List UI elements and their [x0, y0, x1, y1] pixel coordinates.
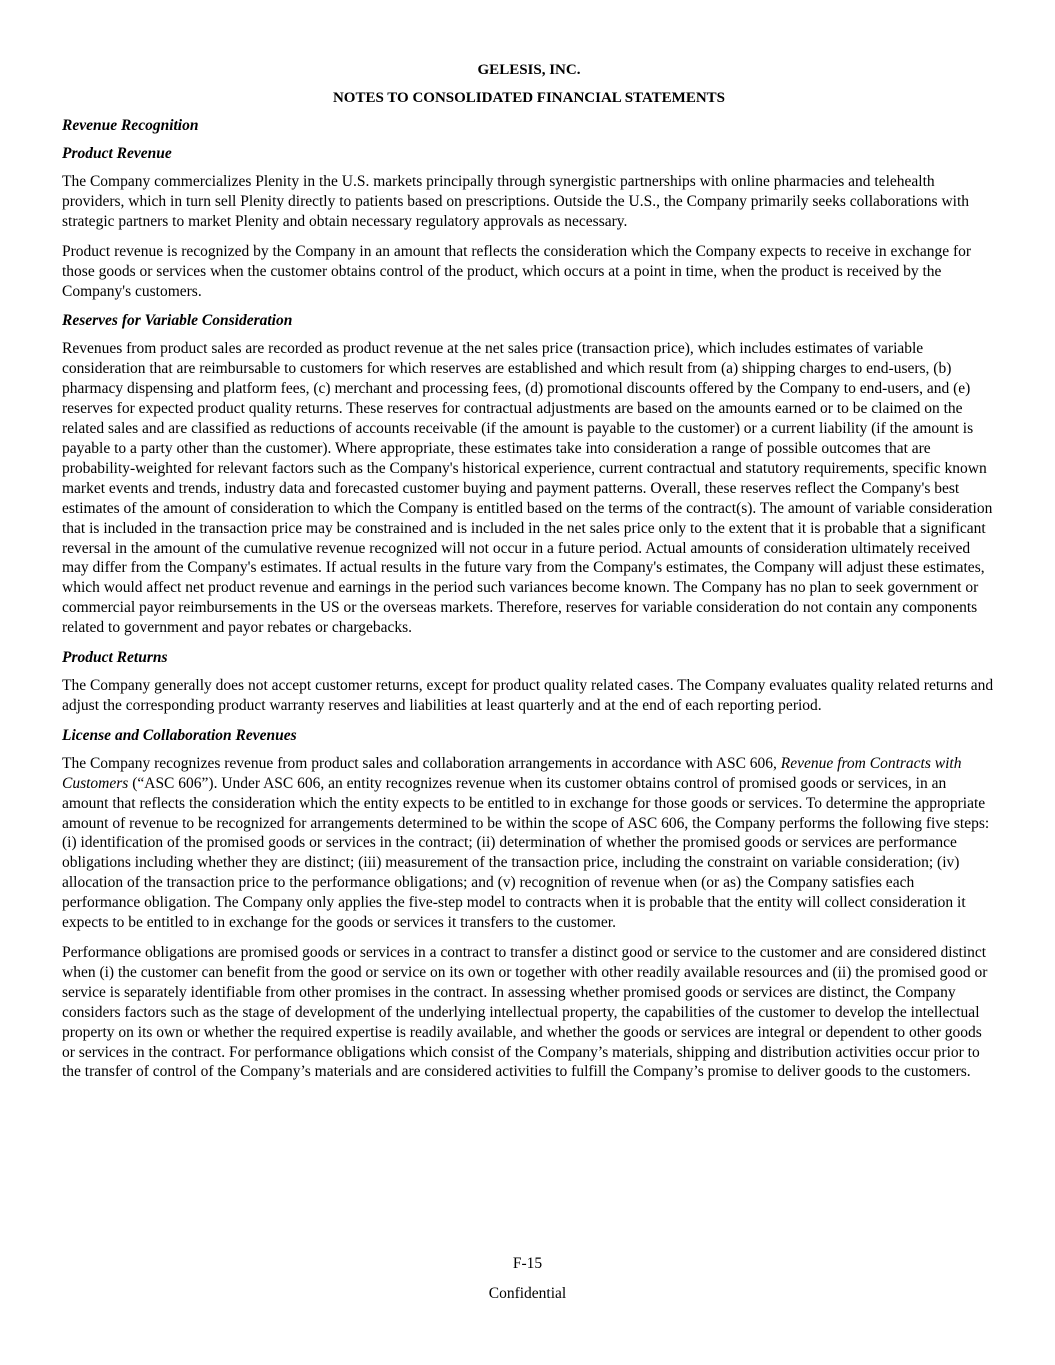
page-title: NOTES TO CONSOLIDATED FINANCIAL STATEMENTS — [332, 90, 726, 106]
paragraph-reserves: Revenues from product sales are recorded as product revenue at the net sales price (transaction price), which includes estimates of variable consideration that are reimbursable to customers for which reserves are established and which result from (a) shipping charges to end-users, (b) pharmacy dispensing and platform fees, (c) merchant and processing fees, (d) promotional discounts offered by the Company to end-users, and (e) reserves for expected product quality returns. These reserves for contractual adjustments are based on the amounts earned or to be claimed on the related sales and are classified as reductions of accounts receivable (if the amount is payable to the customer) or a current liability (if the amount is payable to a party other than the customer). Where appropriate, these estimates take into consideration a range of possible outcomes that are probability-weighted for relevant factors such as the Company's historical experience, current contractual and statutory requirements, specific known market events and trends, industry data and forecasted customer buying and payment patterns. Overall, these reserves reflect the Company's best estimates of the amount of consideration to which the Company is entitled based on the terms of the contract(s). The amount of variable consideration that is included in the transaction price may be constrained and is included in the net sales price only to the extent that it is probable that a significant reversal in the amount of the cumulative revenue recognized will not occur in a future period. Actual amounts of consideration ultimately received may differ from the Company's estimates. If actual results in the future vary from the Company's estimates, the Company will adjust these estimates, which would affect net product revenue and earnings in the period such variances become known. The Company has no plan to seek government or commercial payor reimbursements in the US or the overseas markets. Therefore, reserves for variable consideration do not contain any components related to government and payor rebates or chargebacks. — [62, 340, 993, 637]
asc606-text-a: The Company recognizes revenue from product sales and collaboration arrangements in accordance with ASC 606, — [62, 754, 781, 772]
paragraph-commercialization: The Company commercializes Plenity in the U.S. markets principally through synergistic partnerships with online pharmacies and telehealth providers, which in turn sell Plenity directly to patients based on prescriptions. Outside the U.S., the Company primarily seeks collaborations with strategic partners to market Plenity and obtain necessary regulatory approvals as necessary. — [62, 173, 970, 230]
document-page — [62, 60, 996, 1092]
asc606-title-italic: Revenue from Contracts with Customers — [62, 754, 962, 792]
paragraph-returns: The Company generally does not accept customer returns, except for product quality related cases. The Company evaluates quality related returns and adjust the corresponding product warranty reserves and liabilities at least quarterly and at the end of each reporting period. — [62, 677, 994, 714]
paragraph-product-revenue: Product revenue is recognized by the Company in an amount that reflects the consideration which the Company expects to receive in exchange for those goods or services when the customer obtains control of the product, which occurs at a point in time, when the product is received by the Company's customers. — [62, 242, 972, 300]
page-number: F-15 — [512, 1255, 543, 1272]
heading-reserves: Reserves for Variable Consideration — [62, 312, 293, 330]
heading-product-revenue: Product Revenue — [62, 145, 172, 162]
heading-revenue-recognition: Revenue Recognition — [62, 117, 199, 134]
paragraph-performance-obligations: Performance obligations are promised goods or services in a contract to transfer a distinct good or service to the customer and are considered distinct when (i) the customer can benefit from the good or service on its own or together with other readily available resources and (ii) the promised good or service is separately identifiable from other promises in the contract. In assessing whether promised goods or services are distinct, the Company considers factors such as the stage of development of the underlying intellectual property, the capabilities of the customer to develop the intellectual property on its own or whether the required expertise is readily available, and whether the goods or services are integral or dependent to other goods or services in the contract. For performance obligations which consist of the Company’s materials, shipping and distribution activities occur prior to the transfer of control of the Company’s materials and are considered activities to fulfill the Company’s promise to deliver goods to the customers. — [62, 944, 988, 1081]
paragraph-asc606 — [62, 754, 996, 933]
company-name: GELESIS, INC. — [477, 62, 581, 78]
asc606-text-b: (“ASC 606”). Under ASC 606, an entity recognizes revenue when its customer obtains control of promised goods or services, in an amount that reflects the consideration which the entity expects to be entitled to in exchange for those goods or services. To determine the appropriate amount of revenue to be recognized for arrangements determined to be within the scope of ASC 606, the Company performs the following five steps: (i) identification of the promised goods or services in the contract; (ii) determination of whether the promised goods or services are performance obligations including whether they are distinct; (iii) measurement of the transaction price, including the constraint on variable consideration; (iv) allocation of the transaction price to the performance obligations; and (v) recognition of revenue when (or as) the Company satisfies each performance obligation. The Company only applies the five-step model to contracts when it is probable that the entity will collect consideration it expects to be entitled to in exchange for the goods or services it transfers to the customer. — [62, 774, 990, 932]
heading-license-collaboration: License and Collaboration Revenues — [62, 726, 297, 744]
confidential-label: Confidential — [488, 1285, 567, 1302]
heading-product-returns: Product Returns — [62, 649, 168, 667]
